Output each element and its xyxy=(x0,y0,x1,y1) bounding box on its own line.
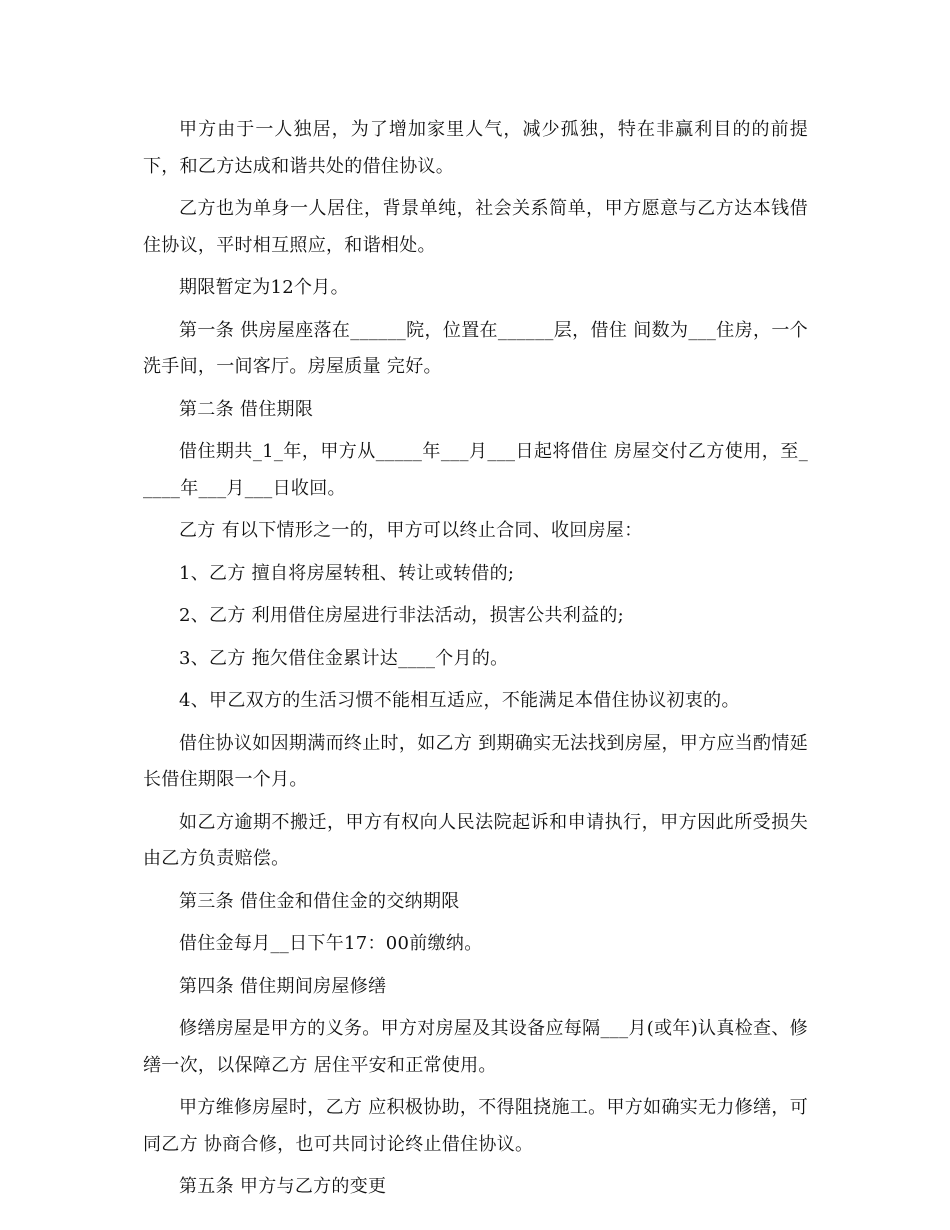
list-item-4: 4、甲乙双方的生活习惯不能相互适应，不能满足本借住协议初衷的。 xyxy=(179,690,740,711)
paragraph-3: 期限暂定为12个月。 xyxy=(179,277,349,298)
article-1-paragraph: 第一条 供房屋座落在______院，位置在______层，借住 间数为___住房，一个洗手间，一间客厅。房屋质量 完好。 xyxy=(143,319,808,377)
paragraph-15: 借住金每月__日下午17：00前缴纳。 xyxy=(179,933,483,954)
article-5-heading: 第五条 甲方与乙方的变更 xyxy=(179,1176,387,1197)
article-4-heading: 第四条 借住期间房屋修缮 xyxy=(179,975,387,997)
document-body xyxy=(143,112,808,1212)
paragraph-2: 乙方也为单身一人居住，背景单纯，社会关系简单，甲方愿意与乙方达本钱借住协议，平时相互照应，和谐相处。 xyxy=(143,198,808,256)
paragraph-18: 甲方维修房屋时，乙方 应积极协助，不得阻挠施工。甲方如确实无力修缮，可同乙方 协商合修，也可共同讨论终止借住协议。 xyxy=(143,1097,808,1155)
paragraph-17: 修缮房屋是甲方的义务。甲方对房屋及其设备应每隔___月(或年)认真检查、修缮一次，以保障乙方 居住平安和正常使用。 xyxy=(143,1018,808,1076)
article-3-heading: 第三条 借住金和借住金的交纳期限 xyxy=(179,890,460,912)
paragraph-12: 借住协议如因期满而终止时，如乙方 到期确实无法找到房屋，甲方应当酌情延长借住期限一个月。 xyxy=(143,732,808,790)
list-item-2: 2、乙方 利用借住房屋进行非法活动，损害公共利益的; xyxy=(179,605,625,626)
paragraph-13: 如乙方逾期不搬迁，甲方有权向人民法院起诉和申请执行，甲方因此所受损失由乙方负责赔偿。 xyxy=(143,811,808,869)
paragraph-1: 甲方由于一人独居，为了增加家里人气，减少孤独，特在非赢利目的的前提下，和乙方达成和谐共处的借住协议。 xyxy=(143,119,808,177)
paragraph-6: 借住期共_1_年，甲方从_____年___月___日起将借住 房屋交付乙方使用，至_____年___月___日收回。 xyxy=(143,441,808,499)
paragraph-7: 乙方 有以下情形之一的，甲方可以终止合同、收回房屋： xyxy=(179,520,643,541)
article-2-heading: 第二条 借住期限 xyxy=(179,398,314,420)
list-item-1: 1、乙方 擅自将房屋转租、转让或转借的; xyxy=(179,562,515,584)
list-item-3: 3、乙方 拖欠借住金累计达____个月的。 xyxy=(179,647,509,669)
